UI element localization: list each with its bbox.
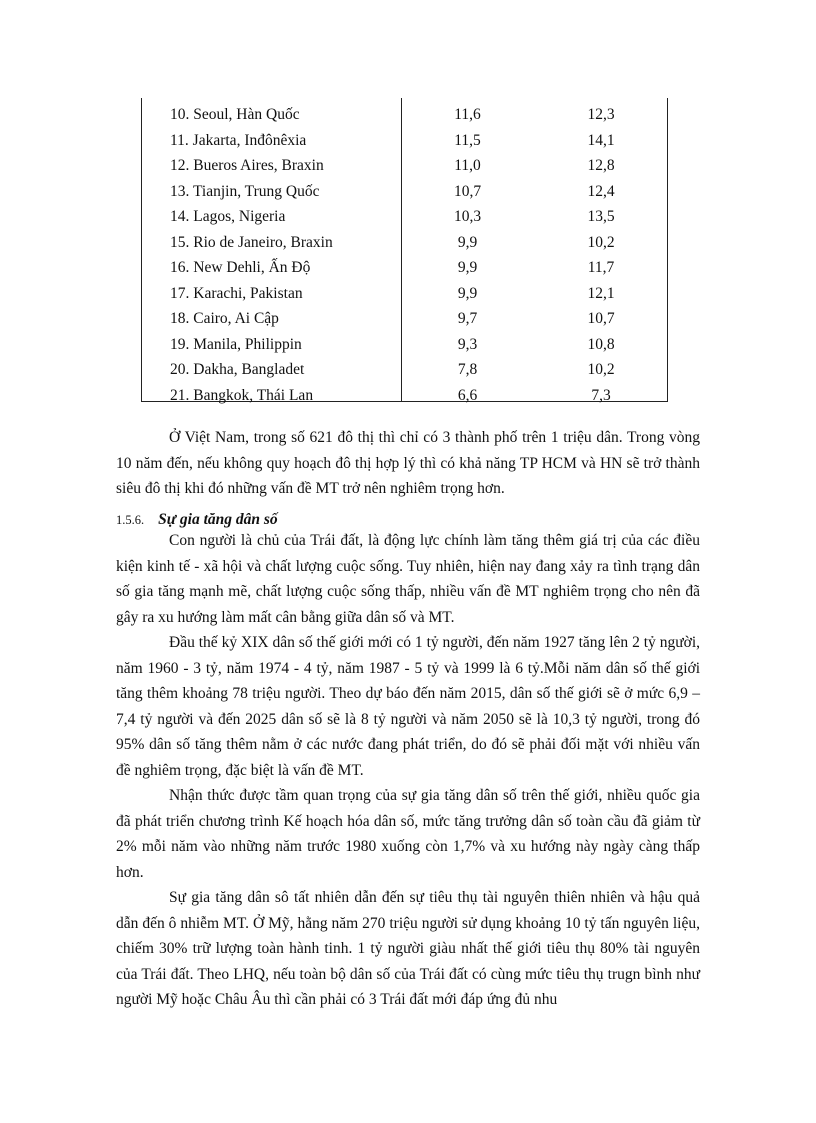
- value-a: 9,7: [457, 310, 478, 327]
- value-b: 12,8: [587, 157, 615, 174]
- city-cell: 17. Karachi, Pakistan: [170, 284, 303, 302]
- city-cell: 14. Lagos, Nigeria: [170, 208, 286, 225]
- table-row: [141, 255, 668, 280]
- value-b: 10,7: [587, 310, 615, 327]
- value-a: 10,7: [453, 182, 482, 200]
- value-a: 9,9: [457, 233, 478, 251]
- section-title: Sự gia tăng dân số: [158, 511, 278, 528]
- value-b: 12,3: [587, 106, 615, 123]
- city-cell: 11. Jakarta, Inđônêxia: [170, 131, 307, 149]
- table-row: [141, 306, 668, 331]
- table-row: [141, 179, 668, 204]
- city-cell: 21. Bangkok, Thái Lan: [170, 386, 314, 404]
- table-row: [141, 153, 668, 178]
- intro-paragraph-block: [116, 425, 700, 502]
- body-paragraph: Con người là chủ của Trái đất, là động lực chính làm tăng thêm giá trị của các điều kiện kinh tế - xã hội và chất lượng cuộc sống. Tuy nhiên, hiện nay đang xảy ra tình trạng dân số gia tăng mạnh mẽ, chất lượng cuộc sống thấp, nhiều vấn đề MT nghiêm trọng cho nên đã gây ra xu hướng làm mất cân bằng giữa dân số và MT.: [116, 532, 700, 626]
- table-row: [141, 383, 668, 408]
- value-b: 12,4: [587, 182, 615, 200]
- value-cell-a: [401, 204, 534, 229]
- city-cell: 19. Manila, Philippin: [170, 335, 302, 353]
- value-cell-a: [401, 306, 534, 331]
- value-b: 7,3: [591, 386, 611, 404]
- value-cell-a: [401, 383, 534, 408]
- value-cell-a: [401, 102, 534, 127]
- value-a: 9,9: [457, 284, 478, 302]
- body-text: [116, 528, 700, 1013]
- value-a: 11,5: [454, 131, 481, 149]
- value-b: 14,1: [587, 131, 615, 149]
- value-cell-a: [401, 357, 534, 382]
- value-cell-a: [401, 332, 534, 357]
- value-a: 11,0: [454, 157, 481, 174]
- value-b: 10,2: [587, 361, 615, 378]
- city-cell: 12. Bueros Aires, Braxin: [170, 157, 324, 174]
- value-b: 10,8: [587, 335, 615, 353]
- city-cell: 13. Tianjin, Trung Quốc: [170, 182, 320, 200]
- table-row: [141, 230, 668, 255]
- value-cell-a: [401, 179, 534, 204]
- city-cell: 16. New Dehli, Ấn Độ: [170, 259, 311, 276]
- value-a: 6,6: [457, 386, 478, 404]
- value-a: 9,3: [457, 335, 478, 353]
- table-row: [141, 128, 668, 153]
- value-cell-a: [401, 281, 534, 306]
- intro-paragraph: Ở Việt Nam, trong số 621 đô thị thì chỉ có 3 thành phố trên 1 triệu dân. Trong vòng 10 năm đến, nếu không quy hoạch đô thị hợp lý thì có khả năng TP HCM và HN sẽ trở thành siêu đô thị khi đó những vấn đề MT trở nên nghiêm trọng hơn.: [116, 429, 700, 497]
- body-paragraph: Đầu thế kỷ XIX dân số thế giới mới có 1 tỷ người, đến năm 1927 tăng lên 2 tỷ người, năm 1960 - 3 tỷ, năm 1974 - 4 tỷ, năm 1987 - 5 tỷ và 1999 là 6 tỷ.Mỗi năm dân số thế giới tăng thêm khoảng 78 triệu người. Theo dự báo đến năm 2015, dân số thế giới sẽ ở mức 6,9 – 7,4 tỷ người và đến 2025 dân số sẽ là 8 tỷ người và năm 2050 sẽ là 10,3 tỷ người, trong đó 95% dân số tăng thêm nằm ở các nước đang phát triển, do đó sẽ phải đối mặt với nhiều vấn đề nghiêm trọng, đặc biệt là vấn đề MT.: [116, 634, 700, 779]
- value-a: 10,3: [453, 208, 482, 225]
- value-a: 9,9: [457, 259, 478, 276]
- value-cell-a: [401, 153, 534, 178]
- value-b: 12,1: [587, 284, 615, 302]
- city-cell: 10. Seoul, Hàn Quốc: [170, 106, 300, 123]
- value-cell-a: [401, 128, 534, 153]
- table-row: [141, 332, 668, 357]
- value-a: 11,6: [454, 106, 481, 123]
- value-b: 13,5: [587, 208, 615, 225]
- city-cell: 15. Rio de Janeiro, Braxin: [170, 233, 333, 251]
- city-cell: 18. Cairo, Ai Cập: [170, 310, 279, 327]
- value-a: 7,8: [457, 361, 478, 378]
- table-row: [141, 281, 668, 306]
- table-row: [141, 357, 668, 382]
- section-number: 1.5.6.: [116, 513, 145, 527]
- value-cell-a: [401, 230, 534, 255]
- table-row: [141, 204, 668, 229]
- table-row: [141, 102, 668, 127]
- value-b: 10,2: [587, 233, 615, 251]
- city-cell: 20. Dakha, Bangladet: [170, 361, 305, 378]
- megacity-table: [141, 98, 670, 402]
- value-cell-a: [401, 255, 534, 280]
- body-paragraph: Sự gia tăng dân sô tất nhiên dẫn đến sự tiêu thụ tài nguyên thiên nhiên và hậu quả dẫn đến ô nhiễm MT. Ở Mỹ, hằng năm 270 triệu người sử dụng khoảng 10 tỷ tấn nguyên liệu, chiếm 30% trữ lượng toàn hành tinh. 1 tỷ người giàu nhất thế giới tiêu thụ 80% tài nguyên của Trái đất. Theo LHQ, nếu toàn bộ dân số của Trái đất có cùng mức tiêu thụ trugn bình như người Mỹ hoặc Châu Âu thì cần phải có 3 Trái đất mới đáp ứng đủ nhu: [116, 889, 700, 1008]
- value-b: 11,7: [587, 259, 615, 276]
- body-paragraph: Nhận thức được tầm quan trọng của sự gia tăng dân số trên thế giới, nhiều quốc gia đã phát triển chương trình Kế hoạch hóa dân số, mức tăng trưởng dân số toàn cầu đã giảm từ 2% mỗi năm vào những năm trước 1980 xuống còn 1,7% và xu hướng này ngày càng thấp hơn.: [116, 787, 700, 881]
